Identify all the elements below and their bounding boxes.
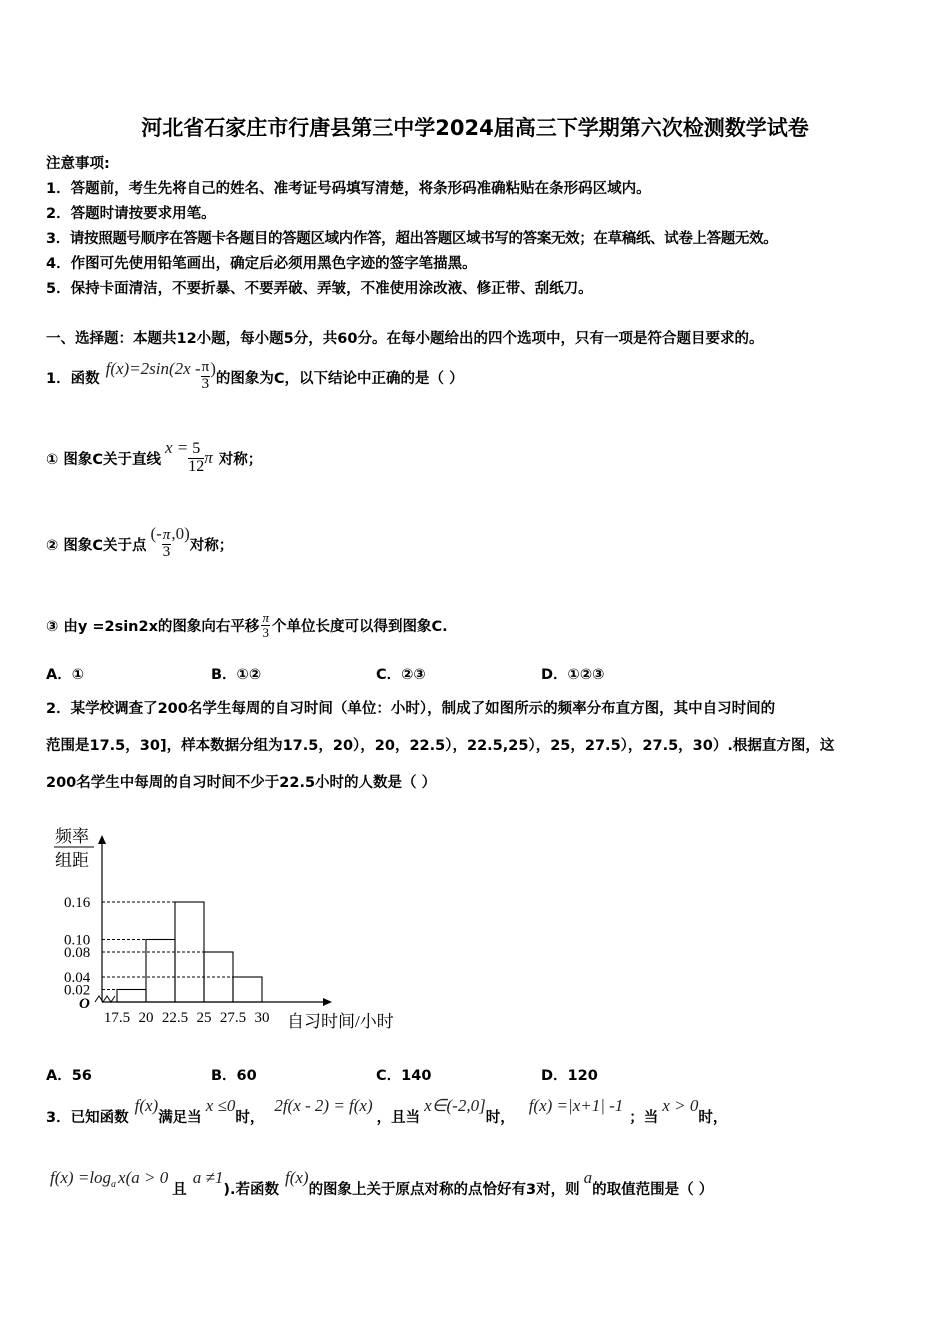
q1-s3-fraction bbox=[261, 611, 270, 639]
q1-s1-num: 5 bbox=[188, 441, 204, 459]
q3-fx-2: f(x) bbox=[284, 1168, 309, 1187]
q3-fx: f(x) bbox=[134, 1096, 159, 1115]
q2-option-a[interactable]: A．56 bbox=[46, 1068, 92, 1084]
q3-text-1: 满足当 bbox=[158, 1109, 202, 1126]
q1-option-d[interactable]: D．①②③ bbox=[541, 667, 605, 683]
q3-prefix: 3．已知函数 bbox=[46, 1109, 129, 1126]
q3-eq-2: f(x) =|x+1| -1 bbox=[528, 1096, 624, 1115]
q1-s3-post: 个单位长度可以得到图象C. bbox=[271, 618, 448, 635]
q3-text-3: ，且当 bbox=[376, 1109, 421, 1126]
question-3 bbox=[46, 1094, 727, 1138]
x-tick-label: 22.5 bbox=[161, 1010, 189, 1026]
q3-eq-3: f(x) =log bbox=[50, 1168, 112, 1187]
q3-text-10: 的取值范围是（ ） bbox=[592, 1181, 714, 1198]
chart-origin: O bbox=[79, 996, 90, 1012]
x-tick-label: 20 bbox=[138, 1010, 154, 1026]
x-axis-arrow bbox=[323, 998, 332, 1006]
y-tick-label: 0.08 bbox=[64, 945, 91, 961]
q1-s1-post: 对称； bbox=[218, 451, 263, 468]
histogram-chart bbox=[40, 822, 420, 1037]
x-tick-label: 17.5 bbox=[103, 1010, 131, 1026]
q1-s1-x: x = bbox=[164, 438, 189, 457]
q1-s1-text: ① 图象C关于直线 bbox=[46, 451, 161, 468]
notice-item-1: 1．答题前，考生先将自己的姓名、准考证号码填写清楚，将条形码准确粘贴在条形码区域内。 bbox=[46, 181, 651, 197]
q3-text-2: 时， bbox=[235, 1109, 265, 1126]
chart-xlabel: 自习时间/小时 bbox=[287, 1012, 394, 1031]
q1-statement-1 bbox=[46, 436, 262, 480]
q1-frac-den: 3 bbox=[201, 376, 210, 392]
q1-s2-den: 3 bbox=[162, 543, 171, 560]
q3-text-9: 的图象上关于原点对称的点恰好有3对，则 bbox=[308, 1181, 580, 1198]
notice-item-3: 3．请按照题号顺序在答题卡各题目的答题区域内作答，超出答题区域书写的答案无效；在草稿纸、试卷上答题无效。 bbox=[46, 231, 778, 247]
q1-prefix: 1．函数 bbox=[46, 371, 100, 387]
q2-line-3: 200名学生中每周的自习时间不少于22.5小时的人数是（ ） bbox=[46, 775, 437, 791]
q3-eq-3-tail: x(a > 0 bbox=[118, 1168, 169, 1187]
q1-s1-fraction bbox=[188, 441, 204, 476]
q3-text-7: 且 bbox=[172, 1181, 187, 1198]
q3-eq-3-sub: a bbox=[111, 1178, 117, 1190]
q1-close: ) bbox=[210, 358, 216, 378]
q3-text-4: 时， bbox=[485, 1109, 515, 1126]
q1-s1-pi: π bbox=[204, 448, 213, 467]
q1-statement-2 bbox=[46, 522, 233, 566]
histogram-bar bbox=[233, 977, 262, 1002]
notice-item-4: 4．作图可先使用铅笔画出，确定后必须用黑色字迹的签字笔描黑。 bbox=[46, 256, 477, 272]
q1-s3-num: π bbox=[262, 609, 269, 625]
notice-heading: 注意事项: bbox=[46, 156, 110, 172]
q1-option-b[interactable]: B．①② bbox=[211, 667, 262, 683]
y-tick-label: 0.16 bbox=[64, 895, 91, 911]
q1-s2-num: π bbox=[162, 526, 171, 543]
q3-a: a bbox=[583, 1168, 593, 1187]
q2-line-2: 范围是17.5，30]，样本数据分组为17.5，20），20，22.5），22.5,25），25，27.5），27.5，30）.根据直方图，这 bbox=[46, 738, 835, 754]
q1-statement-3 bbox=[46, 605, 448, 645]
q1-s3-den: 3 bbox=[262, 624, 269, 640]
q1-s2-close: ,0) bbox=[171, 524, 190, 543]
section-heading: 一、选择题：本题共12小题，每小题5分，共60分。在每小题给出的四个选项中，只有一项是符合题目要求的。 bbox=[46, 331, 764, 347]
q3-text-6: 时， bbox=[698, 1109, 728, 1126]
chart-ylabel-top: 频率 bbox=[55, 827, 89, 846]
q1-s3-text: ③ 由y =2sin2x的图象向右平移 bbox=[46, 618, 260, 635]
chart-ylabel-bottom: 组距 bbox=[55, 851, 89, 870]
q1-s2-post: 对称； bbox=[189, 537, 234, 554]
question-1 bbox=[46, 355, 464, 400]
q2-line-1: 2．某学校调查了200名学生每周的自习时间（单位：小时），制成了如图所示的频率分布直方图，其中自习时间的 bbox=[46, 701, 776, 717]
q3-cond-1: x ≤0 bbox=[205, 1096, 236, 1115]
page-title: 河北省石家庄市行唐县第三中学2024届高三下学期第六次检测数学试卷 bbox=[141, 116, 809, 140]
x-tick-label: 25 bbox=[196, 1010, 212, 1026]
notice-item-5: 5．保持卡面清洁，不要折暴、不要弄破、弄皱，不准使用涂改液、修正带、刮纸刀。 bbox=[46, 281, 593, 297]
q3-eq-1: 2f(x - 2) = f(x) bbox=[274, 1096, 373, 1115]
q1-option-c[interactable]: C．②③ bbox=[376, 667, 426, 683]
y-tick-label: 0.10 bbox=[64, 932, 91, 949]
y-tick-label: 0.04 bbox=[64, 970, 91, 986]
q2-option-d[interactable]: D．120 bbox=[541, 1068, 598, 1084]
axis-break-mark bbox=[95, 996, 115, 1002]
x-tick-label: 30 bbox=[254, 1010, 270, 1026]
q1-fraction bbox=[201, 360, 211, 393]
q3-cond-4: a ≠1 bbox=[192, 1168, 224, 1187]
q1-suffix: 的图象为C，以下结论中正确的是（ ） bbox=[215, 371, 464, 387]
q1-s2-fraction bbox=[162, 528, 172, 561]
histogram-bar bbox=[146, 940, 175, 1003]
q2-option-b[interactable]: B．60 bbox=[211, 1068, 257, 1084]
q1-frac-num: π bbox=[201, 359, 210, 376]
q1-function: f(x)=2sin(2x - bbox=[105, 358, 201, 378]
q1-s2-text: ② 图象C关于点 bbox=[46, 537, 147, 554]
q2-option-c[interactable]: C．140 bbox=[376, 1068, 432, 1084]
q3-text-5: ；当 bbox=[629, 1109, 659, 1126]
q1-s1-den: 12 bbox=[188, 457, 205, 475]
q3-line-2 bbox=[50, 1166, 713, 1210]
q3-text-8: ).若函数 bbox=[223, 1181, 279, 1198]
q1-option-a[interactable]: A．① bbox=[46, 667, 84, 683]
y-tick-label: 0.02 bbox=[64, 982, 91, 999]
histogram-bar bbox=[117, 990, 146, 1003]
x-tick-label: 27.5 bbox=[219, 1010, 247, 1026]
notice-item-2: 2．答题时请按要求用笔。 bbox=[46, 206, 216, 222]
q3-cond-2: x∈(-2,0] bbox=[424, 1096, 486, 1115]
q3-cond-3: x > 0 bbox=[662, 1096, 699, 1115]
q1-s2-open: (- bbox=[150, 524, 162, 543]
y-axis-arrow bbox=[98, 835, 106, 844]
